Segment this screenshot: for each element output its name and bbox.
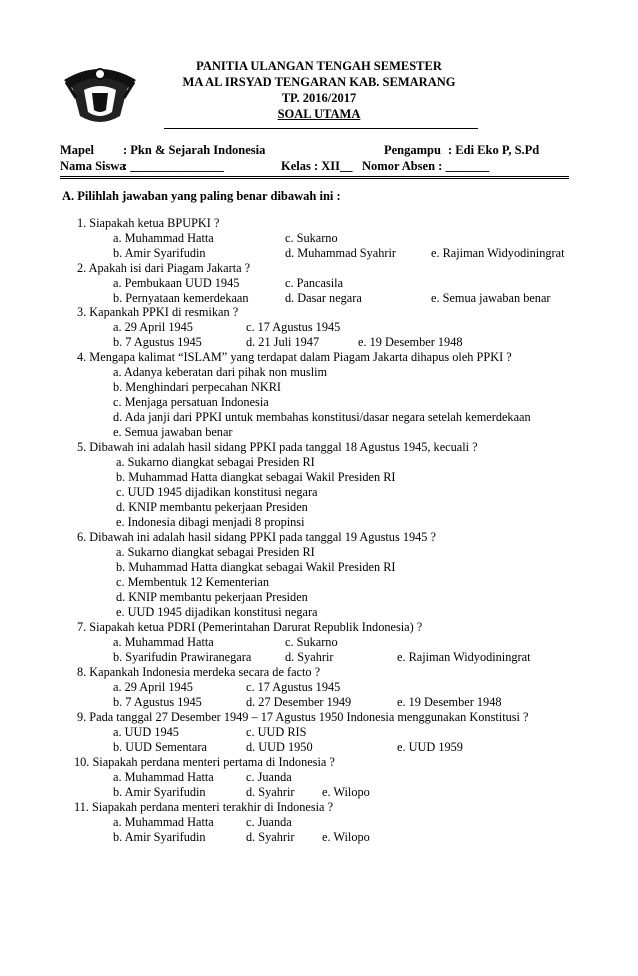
option: d. 27 Desember 1949: [246, 695, 352, 709]
option: d. Muhammad Syahrir: [285, 246, 396, 260]
mapel-label: Mapel: [60, 143, 95, 157]
question-8: 8. Kapankah Indonesia merdeka secara de facto ?: [77, 665, 321, 679]
option: b. Muhammad Hatta diangkat sebagai Wakil Presiden RI: [116, 560, 396, 574]
option: a. Adanya keberatan dari pihak non muslim: [113, 365, 328, 379]
option: c. Sukarno: [285, 231, 338, 245]
school-name: MA AL IRSYAD TENGARAN KAB. SEMARANG: [182, 75, 456, 89]
option: c. 17 Agustus 1945: [246, 320, 341, 334]
class-field: Kelas : XII__: [281, 159, 353, 173]
question-6: 6. Dibawah ini adalah hasil sidang PPKI pada tanggal 19 Agustus 1945 ?: [77, 530, 436, 544]
option: a. UUD 1945: [113, 725, 179, 739]
option: d. KNIP membantu pekerjaan Presiden: [116, 500, 308, 514]
pengampu-value: : Edi Eko P, S.Pd: [448, 143, 540, 157]
option: c. Sukarno: [285, 635, 338, 649]
option: a. 29 April 1945: [113, 320, 193, 334]
option: e. Rajiman Widyodiningrat: [397, 650, 531, 664]
option: a. Muhammad Hatta: [113, 635, 214, 649]
student-name-label: Nama Siswa: [60, 159, 126, 173]
option: d. Dasar negara: [285, 291, 362, 305]
exam-type: [0, 106, 638, 122]
option: a. 29 April 1945: [113, 680, 193, 694]
option: e. 19 Desember 1948: [358, 335, 463, 349]
committee-title: PANITIA ULANGAN TENGAH SEMESTER: [196, 59, 442, 73]
question-11: 11. Siapakah perdana menteri terakhir di Indonesia ?: [74, 800, 334, 814]
option: d. Syahrir: [246, 830, 295, 844]
option: c. Juanda: [246, 770, 292, 784]
option: a. Muhammad Hatta: [113, 231, 214, 245]
option: b. UUD Sementara: [113, 740, 207, 754]
option: b. Menghindari perpecahan NKRI: [113, 380, 282, 394]
option: e. Semua jawaban benar: [431, 291, 551, 305]
option: d. Syahrir: [285, 650, 334, 664]
option: b. 7 Agustus 1945: [113, 335, 202, 349]
option: a. Muhammad Hatta: [113, 770, 214, 784]
option: a. Sukarno diangkat sebagai Presiden RI: [116, 545, 315, 559]
option: c. UUD RIS: [246, 725, 307, 739]
absence-number-field: Nomor Absen : _______: [362, 159, 490, 173]
question-1: 1. Siapakah ketua BPUPKI ?: [77, 216, 220, 230]
option: c. Menjaga persatuan Indonesia: [113, 395, 269, 409]
option: e. Wilopo: [322, 785, 370, 799]
option: c. Juanda: [246, 815, 292, 829]
option: b. Amir Syarifudin: [113, 785, 206, 799]
option: e. Indonesia dibagi menjadi 8 propinsi: [116, 515, 305, 529]
question-9: 9. Pada tanggal 27 Desember 1949 – 17 Agustus 1950 Indonesia menggunakan Konstitusi ?: [77, 710, 529, 724]
question-10: 10. Siapakah perdana menteri pertama di Indonesia ?: [74, 755, 335, 769]
option: e. Wilopo: [322, 830, 370, 844]
option: e. Semua jawaban benar: [113, 425, 233, 439]
option: d. Syahrir: [246, 785, 295, 799]
question-7: 7. Siapakah ketua PDRI (Pemerintahan Darurat Republik Indonesia) ?: [77, 620, 423, 634]
school-year: TP. 2016/2017: [281, 91, 357, 105]
option: b. Amir Syarifudin: [113, 246, 206, 260]
pengampu-label: Pengampu: [384, 143, 441, 157]
question-3: 3. Kapankah PPKI di resmikan ?: [77, 305, 239, 319]
option: d. KNIP membantu pekerjaan Presiden: [116, 590, 308, 604]
option: b. Syarifudin Prawiranegara: [113, 650, 252, 664]
option: b. Muhammad Hatta diangkat sebagai Wakil Presiden RI: [116, 470, 396, 484]
question-5: 5. Dibawah ini adalah hasil sidang PPKI pada tanggal 18 Agustus 1945, kecuali ?: [77, 440, 478, 454]
option: a. Muhammad Hatta: [113, 815, 214, 829]
header-divider: [164, 128, 478, 129]
exam-type-label: SOAL UTAMA: [277, 107, 361, 121]
option: b. 7 Agustus 1945: [113, 695, 202, 709]
section-title: A. Pilihlah jawaban yang paling benar dibawah ini :: [62, 189, 341, 203]
option: d. UUD 1950: [246, 740, 313, 754]
option: e. UUD 1945 dijadikan konstitusi negara: [116, 605, 318, 619]
option: a. Pembukaan UUD 1945: [113, 276, 240, 290]
option: d. Ada janji dari PPKI untuk membahas konstitusi/dasar negara setelah kemerdekaan: [113, 410, 531, 424]
option: c. Membentuk 12 Kementerian: [116, 575, 269, 589]
option: e. UUD 1959: [397, 740, 463, 754]
mapel-value: : Pkn & Sejarah Indonesia: [123, 143, 266, 157]
student-name-field: : _______________: [123, 159, 225, 173]
option: d. 21 Juli 1947: [246, 335, 320, 349]
option: c. 17 Agustus 1945: [246, 680, 341, 694]
option: b. Pernyataan kemerdekaan: [113, 291, 249, 305]
option: a. Sukarno diangkat sebagai Presiden RI: [116, 455, 315, 469]
option: c. UUD 1945 dijadikan konstitusi negara: [116, 485, 318, 499]
option: e. 19 Desember 1948: [397, 695, 502, 709]
meta-divider: [60, 176, 569, 179]
question-2: 2. Apakah isi dari Piagam Jakarta ?: [77, 261, 251, 275]
option: c. Pancasila: [285, 276, 344, 290]
option: e. Rajiman Widyodiningrat: [431, 246, 565, 260]
option: b. Amir Syarifudin: [113, 830, 206, 844]
question-4: 4. Mengapa kalimat “ISLAM” yang terdapat dalam Piagam Jakarta dihapus oleh PPKI ?: [77, 350, 512, 364]
